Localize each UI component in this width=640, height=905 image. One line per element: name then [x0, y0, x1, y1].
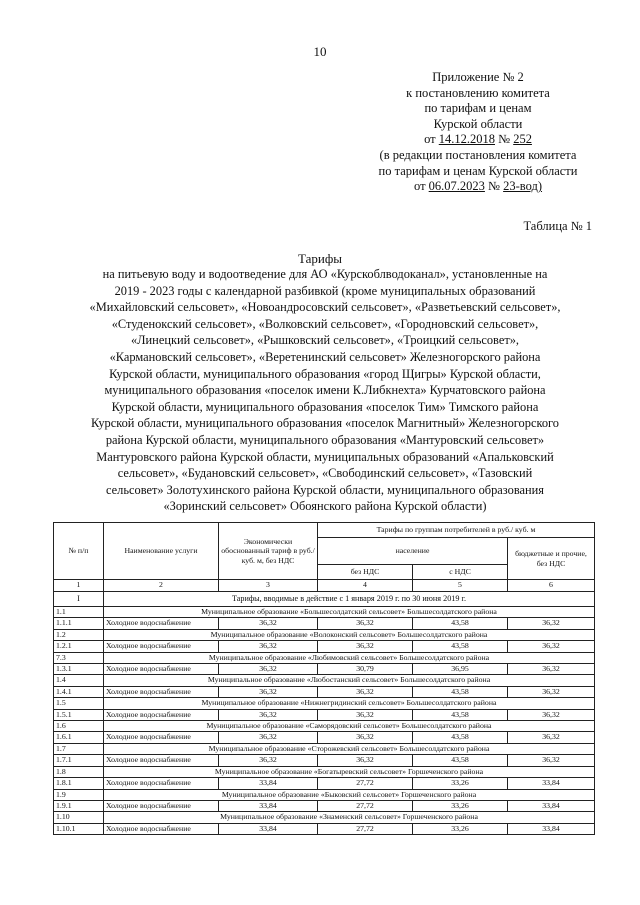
municipality-name: Муниципальное образование «Большесолдатский сельсовет» Большесолдатского района	[104, 607, 595, 618]
table-row	[54, 641, 595, 652]
population-no-vat-value: 30,79	[318, 664, 413, 675]
municipality-name: Муниципальное образование «Волоконский сельсовет» Большесолдатского района	[104, 629, 595, 640]
appendix-block	[352, 70, 604, 195]
population-no-vat-value: 27,72	[318, 778, 413, 789]
municipality-num: 1.10	[54, 812, 104, 823]
municipality-num: 1.6	[54, 721, 104, 732]
subtitle-line: района Курской области, муниципального образования «Мантуровский сельсовет»	[105, 432, 545, 447]
subtitle-line: сельсовет» Золотухинского района Курской области, муниципального образования	[106, 482, 544, 497]
header-no-vat: без НДС	[318, 565, 413, 580]
budget-tariff-value: 33,84	[508, 800, 595, 811]
table-row	[54, 709, 595, 720]
municipality-num: 7.3	[54, 652, 104, 663]
economic-tariff-value: 36,32	[219, 755, 318, 766]
budget-tariff-value: 36,32	[508, 686, 595, 697]
appendix-resolution-date: от 14.12.2018 № 252	[424, 132, 532, 147]
service-name: Холодное водоснабжение	[104, 732, 219, 743]
subtitle-line: Курской области, муниципального образования «поселок Тим» Тимского района	[111, 399, 539, 414]
column-number: 2	[104, 580, 219, 592]
service-name: Холодное водоснабжение	[104, 664, 219, 675]
budget-tariff-value: 36,32	[508, 641, 595, 652]
subtitle-line: Курской области, муниципального образования «поселок Магнитный» Железногорского	[90, 416, 559, 431]
municipality-name: Муниципальное образование «Нижнегридинский сельсовет» Большесолдатского района	[104, 698, 595, 709]
row-num: 1.9.1	[54, 800, 104, 811]
economic-tariff-value: 36,32	[219, 709, 318, 720]
header-with-vat: с НДС	[413, 565, 508, 580]
table-label: Таблица № 1	[523, 219, 592, 233]
subtitle-line: Курской области, муниципального образования «город Щигры» Курской области,	[109, 366, 541, 381]
budget-tariff-value: 36,32	[508, 664, 595, 675]
municipality-num: 1.5	[54, 698, 104, 709]
population-with-vat-value: 33,26	[413, 800, 508, 811]
table-row	[54, 732, 595, 743]
municipality-num: 1.8	[54, 766, 104, 777]
appendix-line: по тарифам и ценам Курской области	[378, 163, 578, 178]
budget-tariff-value: 36,32	[508, 618, 595, 629]
row-num: 1.4.1	[54, 686, 104, 697]
appendix-line: (в редакции постановления комитета	[379, 147, 577, 162]
row-num: 1.5.1	[54, 709, 104, 720]
column-numbers-row	[54, 580, 595, 592]
municipality-row	[54, 789, 595, 800]
municipality-row	[54, 607, 595, 618]
municipality-row	[54, 675, 595, 686]
municipality-num: 1.2	[54, 629, 104, 640]
population-no-vat-value: 36,32	[318, 709, 413, 720]
economic-tariff-value: 36,32	[219, 664, 318, 675]
row-num: 1.1.1	[54, 618, 104, 629]
table-row	[54, 686, 595, 697]
row-num: 1.3.1	[54, 664, 104, 675]
subtitle-line: «Студенокский сельсовет», «Волковский сельсовет», «Городновский сельсовет»,	[111, 316, 539, 331]
economic-tariff-value: 33,84	[219, 823, 318, 834]
population-with-vat-value: 43,58	[413, 618, 508, 629]
municipality-row	[54, 652, 595, 663]
population-no-vat-value: 36,32	[318, 641, 413, 652]
municipality-name: Муниципальное образование «Быковский сельсовет» Горшеченского района	[104, 789, 595, 800]
section-num: I	[54, 592, 104, 607]
header-budget: бюджетные и прочие, без НДС	[508, 538, 595, 580]
column-number: 5	[413, 580, 508, 592]
subtitle-line: Мантуровского района Курской области, муниципальных образований «Апальковский	[96, 449, 554, 464]
table-row	[54, 823, 595, 834]
subtitle-line: «Кармановский сельсовет», «Веретенинский сельсовет» Железногорского района	[109, 349, 541, 364]
column-number: 4	[318, 580, 413, 592]
subtitle-line: муниципального образования «поселок имени К.Либкнехта» Курчатовского района	[104, 383, 546, 398]
municipality-num: 1.1	[54, 607, 104, 618]
row-num: 1.7.1	[54, 755, 104, 766]
municipality-row	[54, 743, 595, 754]
header-economic-tariff: Экономически обоснованный тариф в руб./ куб. м, без НДС	[219, 523, 318, 580]
header-service: Наименование услуги	[104, 523, 219, 580]
service-name: Холодное водоснабжение	[104, 755, 219, 766]
subtitle-line: «Линецкий сельсовет», «Рышковский сельсовет», «Троицкий сельсовет»,	[130, 333, 520, 348]
appendix-line: по тарифам и ценам	[424, 101, 532, 116]
budget-tariff-value: 36,32	[508, 709, 595, 720]
economic-tariff-value: 36,32	[219, 618, 318, 629]
column-number: 3	[219, 580, 318, 592]
appendix-line: Приложение № 2	[432, 70, 524, 84]
economic-tariff-value: 36,32	[219, 732, 318, 743]
header-population: население	[318, 538, 508, 565]
population-with-vat-value: 43,58	[413, 641, 508, 652]
appendix-edition-date: от 06.07.2023 № 23-вод)	[413, 179, 543, 194]
service-name: Холодное водоснабжение	[104, 778, 219, 789]
population-with-vat-value: 33,26	[413, 778, 508, 789]
municipality-row	[54, 721, 595, 732]
row-num: 1.8.1	[54, 778, 104, 789]
service-name: Холодное водоснабжение	[104, 686, 219, 697]
table-row	[54, 778, 595, 789]
population-with-vat-value: 43,58	[413, 732, 508, 743]
appendix-line: Курской области	[433, 116, 523, 131]
municipality-num: 1.4	[54, 675, 104, 686]
budget-tariff-value: 33,84	[508, 823, 595, 834]
population-with-vat-value: 36,95	[413, 664, 508, 675]
page-number: 10	[313, 44, 327, 59]
municipality-row	[54, 629, 595, 640]
economic-tariff-value: 33,84	[219, 778, 318, 789]
service-name: Холодное водоснабжение	[104, 618, 219, 629]
population-no-vat-value: 27,72	[318, 800, 413, 811]
economic-tariff-value: 33,84	[219, 800, 318, 811]
municipality-name: Муниципальное образование «Сторожевский сельсовет» Большесолдатского района	[104, 743, 595, 754]
population-no-vat-value: 36,32	[318, 732, 413, 743]
municipality-row	[54, 698, 595, 709]
table-row	[54, 664, 595, 675]
column-number: 1	[54, 580, 104, 592]
row-num: 1.6.1	[54, 732, 104, 743]
service-name: Холодное водоснабжение	[104, 823, 219, 834]
population-with-vat-value: 43,58	[413, 755, 508, 766]
municipality-name: Муниципальное образование «Любостанский сельсовет» Большесолдатского района	[104, 675, 595, 686]
subtitle-line: «Зоринский сельсовет» Обоянского района Курской области)	[163, 499, 487, 514]
municipality-num: 1.7	[54, 743, 104, 754]
population-no-vat-value: 27,72	[318, 823, 413, 834]
section-label: Тарифы, вводимые в действие с 1 января 2019 г. по 30 июня 2019 г.	[104, 592, 595, 607]
service-name: Холодное водоснабжение	[104, 641, 219, 652]
population-with-vat-value: 43,58	[413, 686, 508, 697]
budget-tariff-value: 33,84	[508, 778, 595, 789]
service-name: Холодное водоснабжение	[104, 800, 219, 811]
subtitle-line: «Михайловский сельсовет», «Новоандросовский сельсовет», «Разветьевский сельсовет»,	[89, 300, 561, 315]
subtitle-line: 2019 - 2023 годы с календарной разбивкой (кроме муниципальных образований	[114, 283, 536, 298]
population-with-vat-value: 33,26	[413, 823, 508, 834]
service-name: Холодное водоснабжение	[104, 709, 219, 720]
header-num: № п/п	[54, 523, 104, 580]
municipality-num: 1.9	[54, 789, 104, 800]
municipality-name: Муниципальное образование «Знаменский сельсовет» Горшеченского района	[104, 812, 595, 823]
subtitle-line: сельсовет», «Будановский сельсовет», «Свободинский сельсовет», «Тазовский	[117, 466, 533, 481]
municipality-name: Муниципальное образование «Любимовский сельсовет» Большесолдатского района	[104, 652, 595, 663]
table-row	[54, 800, 595, 811]
population-no-vat-value: 36,32	[318, 618, 413, 629]
document-subtitle	[58, 266, 592, 515]
budget-tariff-value: 36,32	[508, 732, 595, 743]
budget-tariff-value: 36,32	[508, 755, 595, 766]
document-title: Тарифы	[297, 251, 342, 266]
municipality-name: Муниципальное образование «Богатыревский сельсовет» Горшеченского района	[104, 766, 595, 777]
row-num: 1.2.1	[54, 641, 104, 652]
subtitle-line: на питьевую воду и водоотведение для АО «Курскоблводоканал», установленные на	[102, 267, 548, 281]
header-consumer-groups: Тарифы по группам потребителей в руб./ куб. м	[318, 523, 595, 538]
population-no-vat-value: 36,32	[318, 686, 413, 697]
table-row	[54, 618, 595, 629]
table-body	[54, 580, 595, 835]
population-with-vat-value: 43,58	[413, 709, 508, 720]
row-num: 1.10.1	[54, 823, 104, 834]
municipality-name: Муниципальное образование «Саморядовский сельсовет» Большесолдатского района	[104, 721, 595, 732]
economic-tariff-value: 36,32	[219, 641, 318, 652]
economic-tariff-value: 36,32	[219, 686, 318, 697]
municipality-row	[54, 812, 595, 823]
table-row	[54, 755, 595, 766]
section-row	[54, 592, 595, 607]
column-number: 6	[508, 580, 595, 592]
tariffs-table	[53, 522, 595, 835]
municipality-row	[54, 766, 595, 777]
appendix-line: к постановлению комитета	[406, 85, 550, 100]
population-no-vat-value: 36,32	[318, 755, 413, 766]
